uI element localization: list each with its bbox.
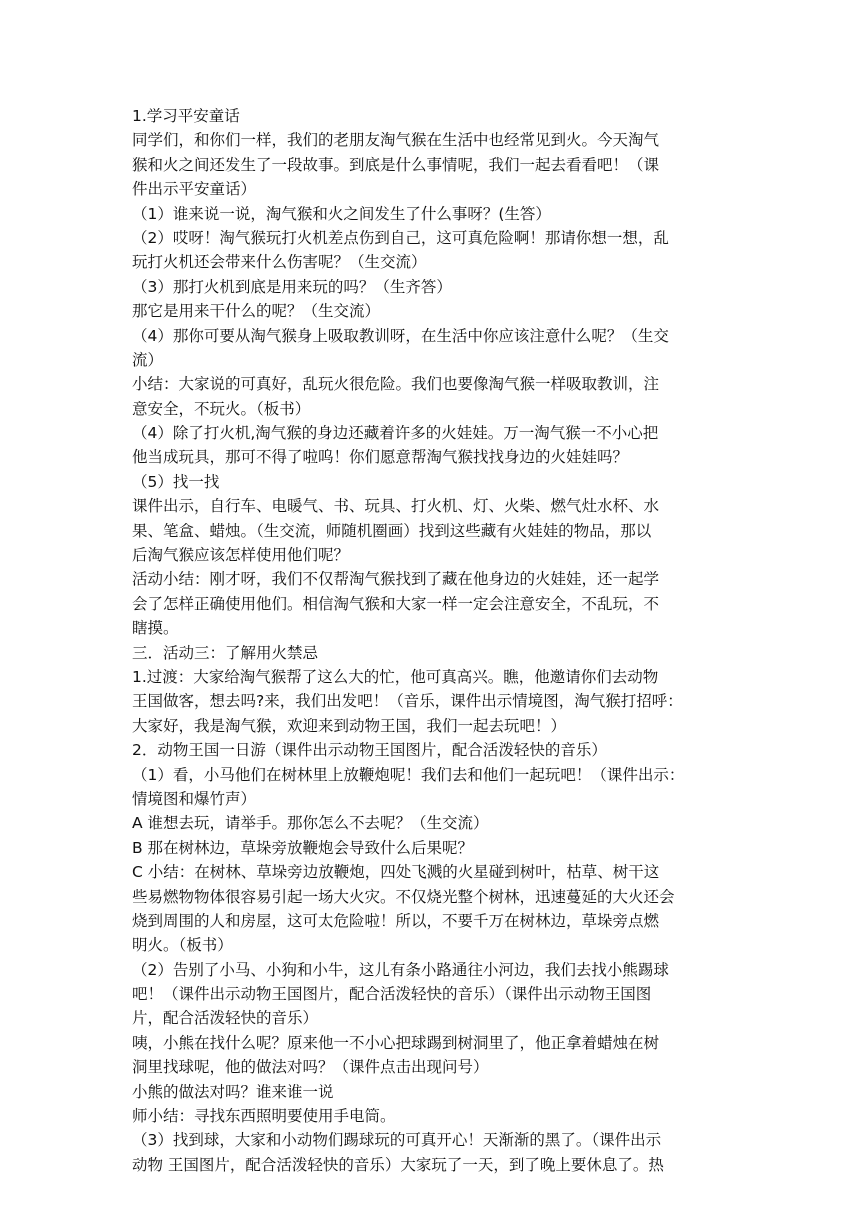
text-line: 些易燃物物体很容易引起一场大火灾。不仅烧光整个树林，迅速蔓延的大火还会 <box>132 887 675 906</box>
text-line: （5）找一找 <box>132 472 220 491</box>
text-line: 小结：大家说的可真好，乱玩火很危险。我们也要像淘气猴一样吸取教训，注 <box>132 375 660 394</box>
text-line: 同学们，和你们一样，我们的老朋友淘气猴在生活中也经常见到火。今天淘气 <box>132 131 660 150</box>
text-line: 小熊的做法对吗？谁来谁一说 <box>132 1082 334 1101</box>
text-line: 流） <box>132 350 164 369</box>
text-line: 三．活动三：了解用火禁忌 <box>132 643 319 662</box>
text-line: 王国做客，想去吗?来，我们出发吧！（音乐，课件出示情境图，淘气猴打招呼： <box>132 692 683 711</box>
text-line: 件出示平安童话） <box>132 180 257 199</box>
text-line: 玩打火机还会带来什么伤害呢？（生交流） <box>132 253 427 272</box>
text-line: 大家好，我是淘气猴，欢迎来到动物王国，我们一起去玩吧！） <box>132 716 567 735</box>
text-line: （1）看，小马他们在树林里上放鞭炮呢！我们去和他们一起玩吧！（课件出示： <box>132 765 685 784</box>
text-line: 他当成玩具，那可不得了啦呜！你们愿意帮淘气猴找找身边的火娃娃吗？ <box>132 448 629 467</box>
text-line: 会了怎样正确使用他们。相信淘气猴和大家一样一定会注意安全，不乱玩，不 <box>132 594 660 613</box>
text-line: 咦，小熊在找什么呢？原来他一不小心把球踢到树洞里了，他正拿着蜡烛在树 <box>132 1033 660 1052</box>
text-line: 1.过渡：大家给淘气猴帮了这么大的忙，他可真高兴。瞧，他邀请你们去动物 <box>132 667 659 686</box>
text-line: B 那在树林边，草垛旁放鞭炮会导致什么后果呢？ <box>132 838 474 857</box>
text-line: 吧！（课件出示动物王国图片，配合活泼轻快的音乐）（课件出示动物王国图 <box>132 985 652 1004</box>
text-line: 2．动物王国一日游（课件出示动物王国图片，配合活泼轻快的音乐） <box>132 741 607 760</box>
text-line: 烧到周围的人和房屋，这可太危险啦！所以，不要千万在树林边，草垛旁点燃 <box>132 911 660 930</box>
text-line: 师小结：寻找东西照明要使用手电筒。 <box>132 1107 396 1126</box>
text-line: （4）除了打火机,淘气猴的身边还藏着许多的火娃娃。万一淘气猴一不小心把 <box>132 424 659 443</box>
text-line: 洞里找球呢，他的做法对吗？（课件点击出现问号） <box>132 1058 489 1077</box>
text-line: （3）那打火机到底是用来玩的吗？（生齐答） <box>132 277 452 296</box>
text-line: （1）谁来说一说，淘气猴和火之间发生了什么事呀？(生答） <box>132 204 551 223</box>
text-line: （3）找到球，大家和小动物们踢球玩的可真开心！天渐渐的黑了。（课件出示 <box>132 1131 662 1150</box>
document-body <box>132 104 742 1177</box>
text-line: （2）哎呀！淘气猴玩打火机差点伤到自己，这可真危险啊！那请你想一想，乱 <box>132 228 669 247</box>
text-line: （4）那你可要从淘气猴身上吸取教训呀，在生活中你应该注意什么呢？（生交 <box>132 326 669 345</box>
text-line: 明火。（板书） <box>132 936 233 955</box>
text-line: 那它是用来干什么的呢？（生交流） <box>132 302 381 321</box>
text-line: 活动小结：刚才呀，我们不仅帮淘气猴找到了藏在他身边的火娃娃，还一起学 <box>132 570 660 589</box>
text-line: 果、笔盒、蜡烛。（生交流，师随机圈画）找到这些藏有火娃娃的物品，那以 <box>132 521 652 540</box>
text-line: C 小结：在树林、草垛旁边放鞭炮，四处飞溅的火星碰到树叶，枯草、树干这 <box>132 863 660 882</box>
text-line: 后淘气猴应该怎样使用他们呢？ <box>132 546 350 565</box>
text-line: 瞎摸。 <box>132 619 179 638</box>
text-line: （2）告别了小马、小狗和小牛，这儿有条小路通往小河边，我们去找小熊踢球 <box>132 960 669 979</box>
text-line: 猴和火之间还发生了一段故事。到底是什么事情呢，我们一起去看看吧！（课 <box>132 155 660 174</box>
text-line: 1.学习平安童话 <box>132 107 240 125</box>
text-line: 情境图和爆竹声） <box>132 789 257 808</box>
text-line: 意安全，不玩火。（板书） <box>132 399 311 418</box>
text-line: 动物 王国图片，配合活泼轻快的音乐）大家玩了一天，到了晚上要休息了。热 <box>132 1155 664 1174</box>
text-line: 课件出示，自行车、电暖气、书、玩具、打火机、灯、火柴、燃气灶水杯、水 <box>132 497 660 516</box>
text-line: A 谁想去玩，请举手。那你怎么不去呢？（生交流） <box>132 814 489 833</box>
text-line: 片，配合活泼轻快的音乐） <box>132 1009 319 1028</box>
